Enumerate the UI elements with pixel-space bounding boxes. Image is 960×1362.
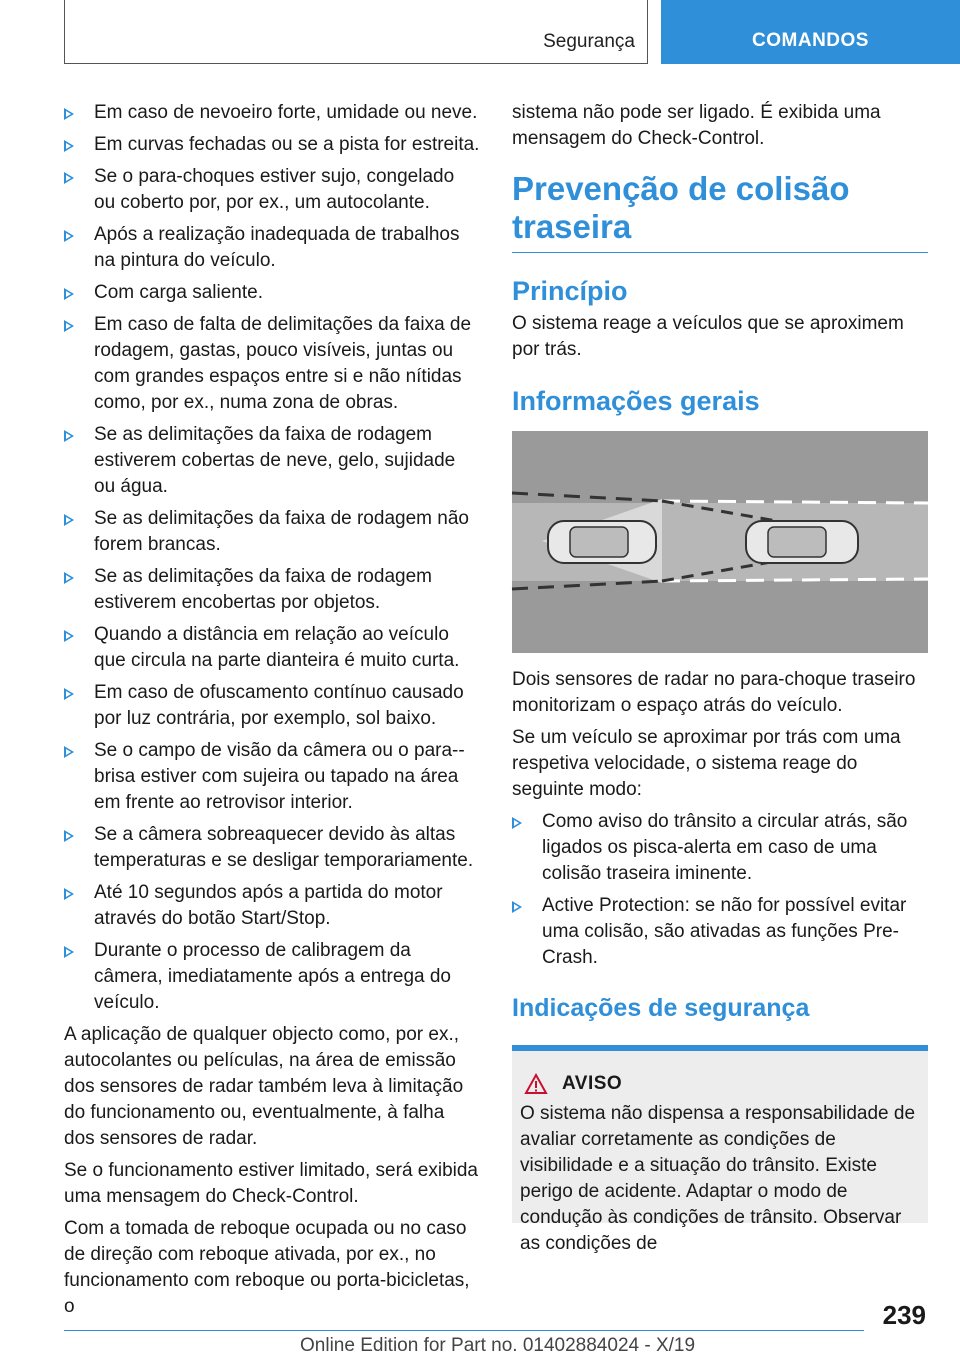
section-title: Prevenção de colisão traseira [512,170,928,253]
bullet-triangle-icon [64,288,74,300]
body-paragraph: A aplicação de qualquer objecto como, por ex., autocolantes ou películas, na área de emissão dos sensores de radar também leva à limitação do funcionamento ou, eventualmente, à falha dos sensores de radar. [64,1024,464,1149]
list-item: Em caso de nevoeiro forte, umidade ou neve. [64,100,480,126]
header-section-title: Segurança [543,31,635,52]
footer-edition: Online Edition for Part no. 01402884024 - X/19 [300,1335,696,1356]
bullet-triangle-icon [64,688,74,700]
bullet-triangle-icon [64,230,74,242]
header-chapter-box [661,0,960,64]
bullet-triangle-icon [64,172,74,184]
page-number: 239 [882,1300,926,1330]
rear-car-icon [548,521,656,563]
list-item: Se a câmera sobreaquecer devido às altas temperaturas e se desligar temporariamente. [64,822,480,874]
header-section-box [64,0,648,64]
list-item: Após a realização inadequada de trabalhos na pintura do veículo. [64,222,480,274]
reaction-list [512,809,928,971]
right-column [512,100,928,1254]
header-chapter-title: COMANDOS [752,30,869,51]
list-item: Durante o processo de calibragem da câmera, imediatamente após a entrega do veículo. [64,938,480,1016]
list-item: Se o para-choques estiver sujo, congelado ou coberto por, por ex., um autocolante. [64,164,480,216]
list-item: Active Protection: se não for possível evitar uma colisão, são ativadas as funções Pre-Crash. [512,893,928,971]
warning-box [512,1045,928,1254]
principle-text: O sistema reage a veículos que se aproximem por trás. [512,313,904,360]
rear-collision-illustration [512,431,928,653]
approach-text: Se um veículo se aproximar por trás com uma respetiva velocidade, o sistema reage do seguinte modo: [512,727,901,800]
list-item: Se as delimitações da faixa de rodagem estiverem cobertas de neve, gelo, sujidade ou água. [64,422,480,500]
warning-text: O sistema não dispensa a responsabilidade de avaliar corretamente as condições de visibilidade e a situação do trânsito. Existe perigo de acidente. Adaptar o modo de condução às condições de trânsito. Observar as condições de [520,1103,916,1254]
body-paragraph: Se o funcionamento estiver limitado, será exibida uma mensagem do Check-Control. [64,1160,479,1207]
bullet-triangle-icon [64,108,74,120]
bullet-triangle-icon [64,630,74,642]
warning-triangle-icon [524,1073,548,1095]
list-item: Em caso de ofuscamento contínuo causado por luz contrária, por exemplo, sol baixo. [64,680,480,732]
bullet-triangle-icon [64,430,74,442]
bullet-triangle-icon [64,746,74,758]
front-car-icon [746,521,858,563]
list-item: Quando a distância em relação ao veículo que circula na parte dianteira é muito curta. [64,622,480,674]
list-item: Se as delimitações da faixa de rodagem estiverem encobertas por objetos. [64,564,480,616]
safety-heading: Indicações de segurança [512,994,810,1022]
principle-heading: Princípio [512,276,628,306]
bullet-triangle-icon [64,320,74,332]
bullet-triangle-icon [512,817,522,829]
body-paragraph: Com a tomada de reboque ocupada ou no caso de direção com reboque ativada, por ex., no funcionamento com reboque ou porta-bicicletas, o [64,1218,470,1317]
left-column [64,100,480,1326]
bullet-triangle-icon [512,901,522,913]
continuation-paragraph: sistema não pode ser ligado. É exibida uma mensagem do Check-Control. [512,102,881,149]
bullet-triangle-icon [64,140,74,152]
list-item: Até 10 segundos após a partida do motor através do botão Start/Stop. [64,880,480,932]
bullet-triangle-icon [64,888,74,900]
list-item: Em curvas fechadas ou se a pista for estreita. [64,132,480,158]
list-item: Como aviso do trânsito a circular atrás, são ligados os pisca-alerta em caso de uma colisão traseira iminente. [512,809,928,887]
bullet-triangle-icon [64,946,74,958]
limitations-list [64,100,480,1016]
bullet-triangle-icon [64,830,74,842]
figure-caption: Dois sensores de radar no para-choque traseiro monitorizam o espaço atrás do veículo. [512,669,916,716]
list-item: Com carga saliente. [64,280,480,306]
warning-title: AVISO [562,1073,623,1094]
list-item: Se o campo de visão da câmera ou o para--brisa estiver com sujeira ou tapado na área em frente ao retrovisor interior. [64,738,480,816]
general-info-heading: Informações gerais [512,386,760,416]
list-item: Se as delimitações da faixa de rodagem não forem brancas. [64,506,480,558]
footer-divider [64,1330,864,1331]
bullet-triangle-icon [64,572,74,584]
list-item: Em caso de falta de delimitações da faixa de rodagem, gastas, pouco visíveis, juntas ou com grandes espaços entre si e não nítidas como, por ex., numa zona de obras. [64,312,480,416]
bullet-triangle-icon [64,514,74,526]
road-cars-graphic [512,431,928,653]
warning-header [524,1071,920,1097]
